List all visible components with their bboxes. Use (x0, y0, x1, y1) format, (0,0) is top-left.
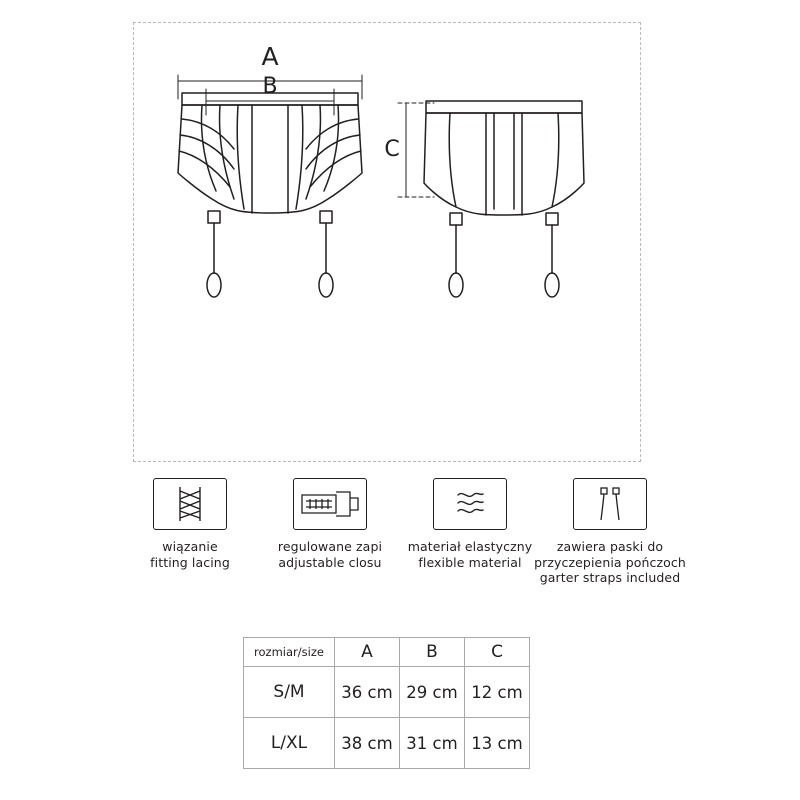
feature-item-adjustable-closure (260, 478, 400, 570)
cell-a: 38 cm (335, 718, 400, 769)
label-c: C (384, 137, 400, 162)
feature-list (120, 478, 686, 586)
table-row (244, 667, 530, 718)
flexible-material-icon (433, 478, 507, 530)
cell-c: 13 cm (465, 718, 530, 769)
feature-caption: wiązanie fitting lacing (150, 539, 230, 570)
row-size-label: S/M (244, 667, 335, 718)
header-size-label: rozmiar/size (244, 638, 335, 667)
adjustable-closure-icon (293, 478, 367, 530)
label-a: A (261, 42, 279, 71)
header-col-c: C (465, 638, 530, 667)
header-col-a: A (335, 638, 400, 667)
cell-b: 31 cm (400, 718, 465, 769)
cell-b: 29 cm (400, 667, 465, 718)
table-header-row (244, 638, 530, 667)
garter-belt-diagram (134, 23, 640, 461)
garter-straps-icon (573, 478, 647, 530)
cell-c: 12 cm (465, 667, 530, 718)
label-b: B (262, 74, 278, 99)
header-col-b: B (400, 638, 465, 667)
front-view-illustration (178, 93, 362, 297)
feature-item-flexible-material (400, 478, 540, 570)
side-view-illustration (424, 101, 584, 297)
table-row (244, 718, 530, 769)
feature-caption: regulowane zapi adjustable closu (277, 539, 383, 570)
feature-item-garter-straps (534, 478, 686, 586)
feature-caption: zawiera paski do przyczepienia pończoch garter straps included (534, 539, 686, 585)
diagram-panel (133, 22, 641, 462)
feature-item-lacing (120, 478, 260, 570)
size-table (243, 637, 530, 769)
row-size-label: L/XL (244, 718, 335, 769)
feature-caption: materiał elastyczny flexible material (407, 539, 533, 570)
lacing-icon (153, 478, 227, 530)
cell-a: 36 cm (335, 667, 400, 718)
